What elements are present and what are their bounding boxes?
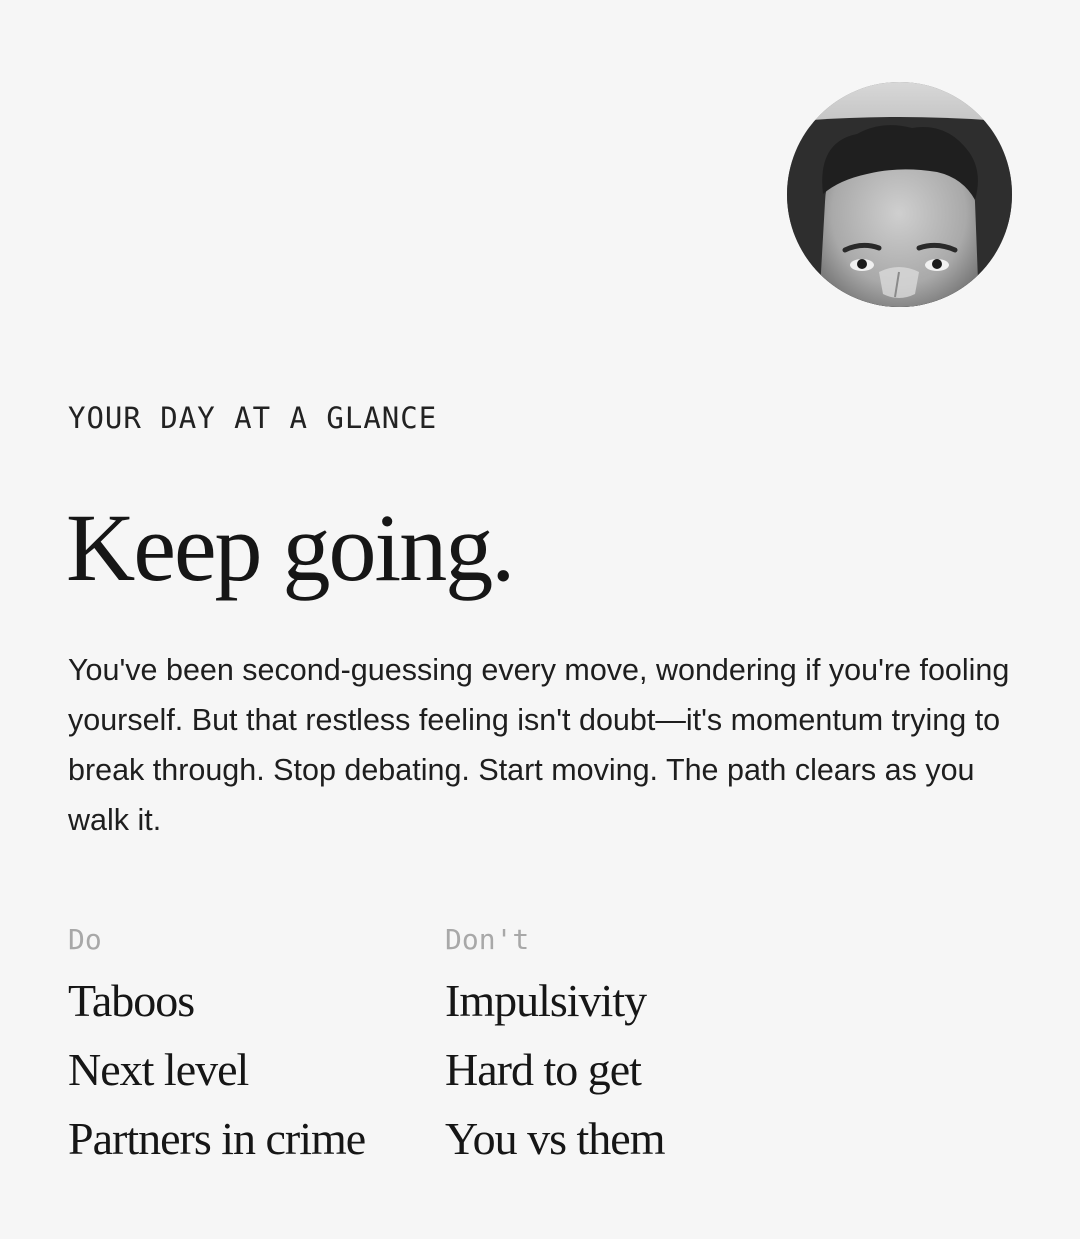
do-item: Partners in crime [68, 1113, 366, 1164]
avatar[interactable] [787, 82, 1012, 307]
dont-label: Don't [445, 923, 530, 956]
do-list [68, 966, 365, 1173]
dont-item: Impulsivity [445, 975, 647, 1026]
page-title: Keep going. [66, 494, 514, 601]
dont-item: You vs them [445, 1113, 665, 1164]
dont-item: Hard to get [445, 1044, 641, 1095]
person-photo-icon [787, 82, 1012, 307]
dont-column [445, 920, 665, 1173]
daily-message: You've been second-guessing every move, wondering if you're fooling yourself. But that restless feeling isn't doubt—it's momentum trying to break through. Stop debating. Start moving. The path clears as you walk it. [68, 653, 1010, 837]
do-item: Next level [68, 1044, 249, 1095]
do-item: Taboos [68, 975, 195, 1026]
do-column [68, 920, 365, 1173]
dont-list [445, 966, 665, 1173]
section-eyebrow: YOUR DAY AT A GLANCE [68, 401, 438, 435]
do-label: Do [68, 923, 102, 956]
